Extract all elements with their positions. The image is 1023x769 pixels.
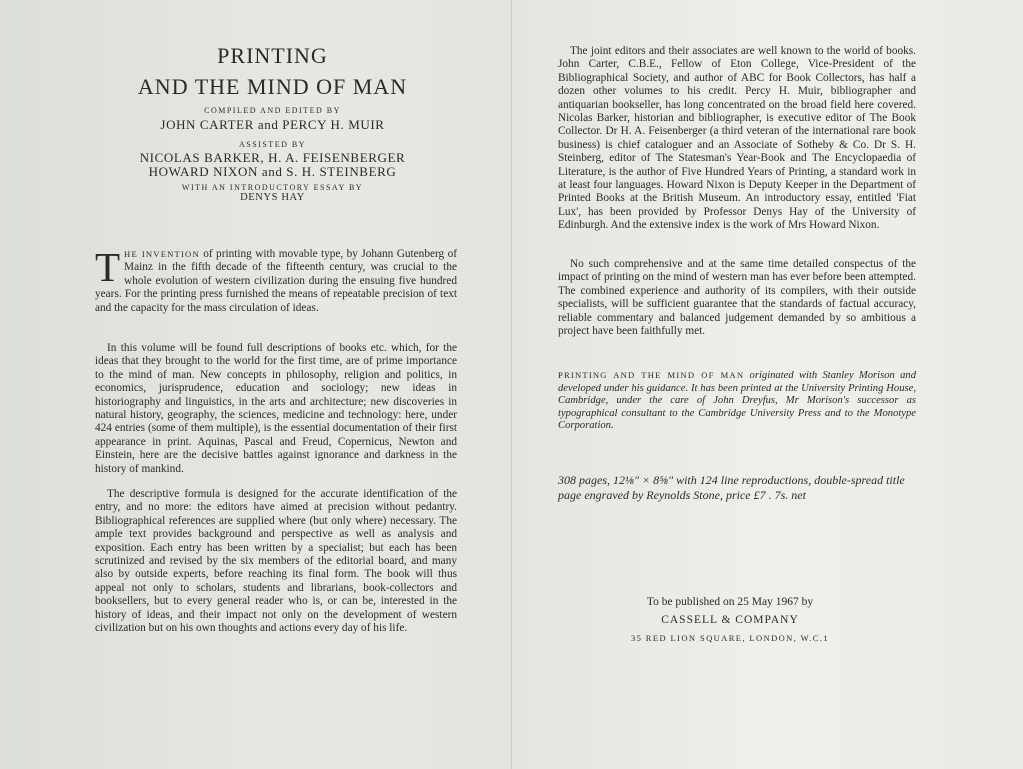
- essayist-line: DENYS HAY: [240, 192, 305, 203]
- paragraph-text: In this volume will be found full descriptions of books etc. which, for the ideas that they brought to the world for the first time, are of prime importance to the mind of man. New concepts in philosophy, religion and politics, in economics, jurisprudence, education and sociology; new ideas in historiography and linguistics, in the arts and architecture; new discoveries in natural history, geography, the sciences, medicine and technology: here, under 424 entries (some of them multiple), is the essential documentation of their first appearance in print. Aquinas, Pascal and Freud, Copernicus, Newton and Einstein, here are the decisive battles against ignorance and darkness in the history of mankind.: [95, 342, 457, 475]
- publisher-address: 35 RED LION SQUARE, LONDON, W.C.1: [630, 633, 830, 643]
- assistants-line-1: NICOLAS BARKER, H. A. FEISENBERGER: [139, 150, 406, 165]
- conspectus-paragraph: [558, 258, 916, 338]
- page-title: [95, 40, 450, 102]
- intro-text: of printing with movable type, by Johann Gutenberg of Mainz in the fifth decade of the fifteenth century, was crucial to the whole evolution of western civilization during the ensuing five hundred years. For the printing press furnished the means of repeatable precision of text and the capacity for the mass circulation of ideas.: [95, 248, 457, 314]
- title-line-2: AND THE MIND OF MAN: [137, 74, 408, 99]
- drop-cap: T: [95, 244, 121, 290]
- compiled-label: COMPILED AND EDITED BY: [204, 106, 341, 115]
- paragraph-text: The descriptive formula is designed for the accurate identification of the entry, and no more: the editors have aimed at precision without pedantry. Bibliographical references are supplied where (but only where) necessary. The ample text provides background and perspective as well as analysis and exposition. Each entry has been written by a specialist; but each has been scrutinized and revised by the six members of the editorial board, and many also by outside experts, before reaching its final form. The book will thus appeal not only to scholars, students and librarians, book-collectors and booksellers, but to every general reader who is, or can be, interested in the history of ideas, and their impact not only on the development of western civilization but on his own thoughts and actions every day of his life.: [95, 488, 457, 635]
- assisted-label: ASSISTED BY: [239, 140, 306, 149]
- editors-line: JOHN CARTER and PERCY H. MUIR: [160, 117, 385, 132]
- publisher-name: CASSELL & COMPANY: [661, 614, 799, 626]
- body-paragraph-2: [95, 342, 457, 476]
- paragraph-text: The joint editors and their associates are well known to the world of books. John Carter, C.B.E., Fellow of Eton College, Vice-President of the Bibliographical Society, and author of ABC for Book Collectors, has half a dozen other volumes to his credit. Percy H. Muir, bibliographer and antiquarian bookseller, has long concentrated on the broad field here covered. Nicolas Barker, historian and bibliographer, is executive editor of The Book Collector. Dr H. A. Feisenberger (a third veteran of the international rare book business) is chief cataloguer and an Associate of Sotheby & Co. Dr S. H. Steinberg, editor of The Statesman's Year-Book and The Encyclopaedia of Literature, is the author of Five Hundred Years of Printing, a standard work in at least four languages. Howard Nixon is Deputy Keeper in the Department of Printed Books at the British Museum. An introductory essay, entitled 'Fiat Lux', has been provided by Professor Denys Hay of the University of Edinburgh. And the extensive index is the work of Mrs Howard Nixon.: [558, 45, 916, 232]
- essay-label: WITH AN INTRODUCTORY ESSAY BY: [181, 183, 364, 192]
- body-paragraph-3: [95, 488, 457, 635]
- title-line-1: PRINTING: [217, 43, 328, 68]
- note-text: originated with Stanley Morison and developed under his guidance. It has been printed at the University Printing House, Cambridge, under the care of John Dreyfus, Mr Morison's successor as typographical consultant to the Cambridge University Press and to the Monotype Corporation.: [558, 370, 917, 432]
- paragraph-text: No such comprehensive and at the same time detailed conspectus of the impact of printing on the mind of western man has ever before been attempted. The combined experience and authority of its compilers, with their outside specialists, will be sufficient guarantee that the standards of factual accuracy, reliable commentary and balanced judgement demanded by so ambitious a project have been faithfully met.: [558, 258, 916, 338]
- book-specification: 308 pages, 12⅛″ × 8⅝″ with 124 line reproductions, double-spread title page engraved by Reynolds Stone, price £7 . 7s. net: [558, 473, 905, 502]
- intro-paragraph: [95, 244, 457, 315]
- intro-lead-caps: HE INVENTION: [124, 249, 200, 259]
- editors-bio-paragraph: [558, 45, 916, 233]
- production-note: [558, 369, 916, 433]
- publication-line: To be published on 25 May 1967 by: [646, 596, 814, 608]
- note-lead-caps: PRINTING AND THE MIND OF MAN: [558, 370, 745, 380]
- assistants-line-2: HOWARD NIXON and S. H. STEINBERG: [148, 164, 397, 179]
